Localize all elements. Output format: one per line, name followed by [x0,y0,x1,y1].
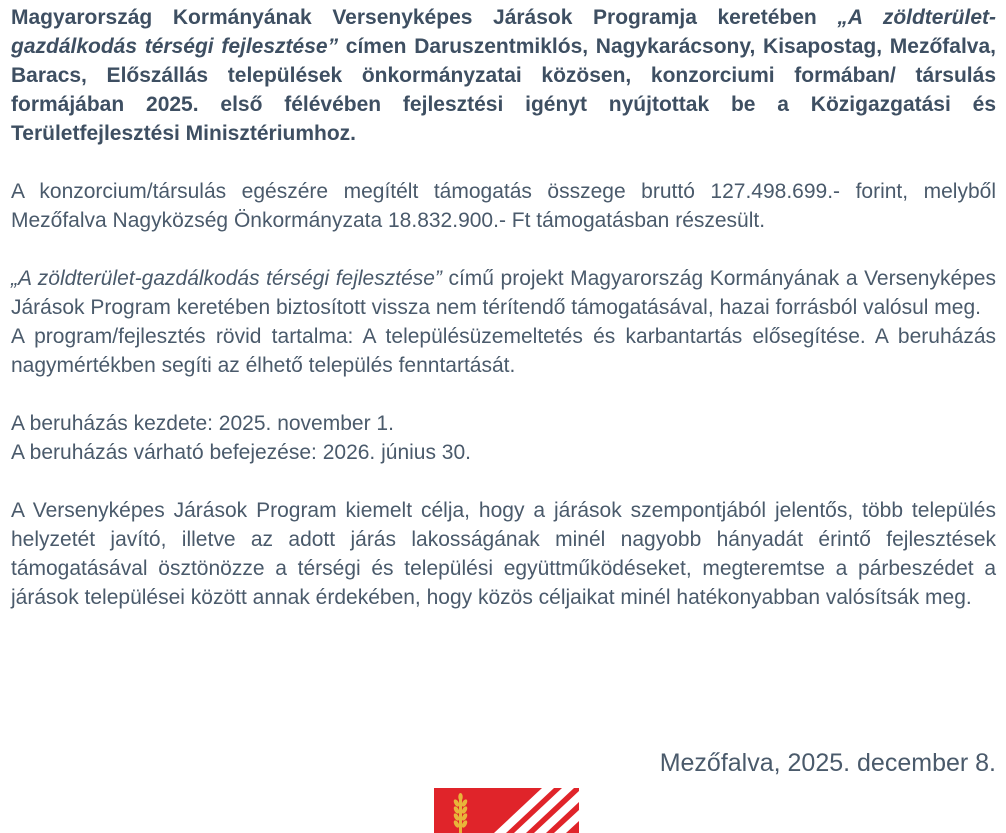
schedule-start: A beruházás kezdete: 2025. november 1. [11,412,394,435]
goal-paragraph: A Versenyképes Járások Program kiemelt célja, hogy a járások szempontjából jelentős, több település helyzetét javító, illetve az adott járás lakosságának minél nagyobb hányadát érintő fejlesztések támogatásával ösztönözze a térségi és települési együttműködéseket, megteremtse a párbeszédet a járások települései között annak érdekében, hogy közös céljaikat minél hatékonyabban valósítsák meg. [11,499,996,609]
project-summary: A program/fejlesztés rövid tartalma: A településüzemeltetés és karbantartás elősegítése. A beruházás nagymértékben segíti az élhető település fenntartását. [11,325,996,377]
intro-paragraph [11,3,996,148]
project-text: című projekt Magyarország Kormányának a Versenyképes Járások Program keretében biztosított vissza nem térítendő támogatásával, hazai forrásból valósul meg. [11,267,996,319]
project-title: „A zöldterület-gazdálkodás térségi fejlesztése” [11,267,442,290]
schedule-end: A beruházás várható befejezése: 2026. június 30. [11,441,471,464]
intro-project-title: „A zöldterület-gazdálkodás térségi fejlesztése” [11,6,996,58]
funding-paragraph: A konzorcium/társulás egészére megítélt támogatás összege bruttó 127.498.699.- forint, melyből Mezőfalva Nagyközség Önkormányzata 18.832.900.- Ft támogatásban részesült. [11,180,996,232]
document-body [11,3,996,612]
wheat-crest-icon [434,788,579,833]
intro-part2: címen Daruszentmiklós, Nagykarácsony, Kisapostag, Mezőfalva, Baracs, Előszállás települések önkormányzatai közösen, konzorciumi formában/ társulás formájában 2025. első félévében fejlesztési igényt nyújtottak be a Közigazgatási és Területfejlesztési Minisztériumhoz. [11,35,996,145]
project-paragraph [11,264,996,322]
place-date: Mezőfalva, 2025. december 8. [659,749,996,777]
intro-part1: Magyarország Kormányának Versenyképes Járások Programja keretében [11,6,838,29]
